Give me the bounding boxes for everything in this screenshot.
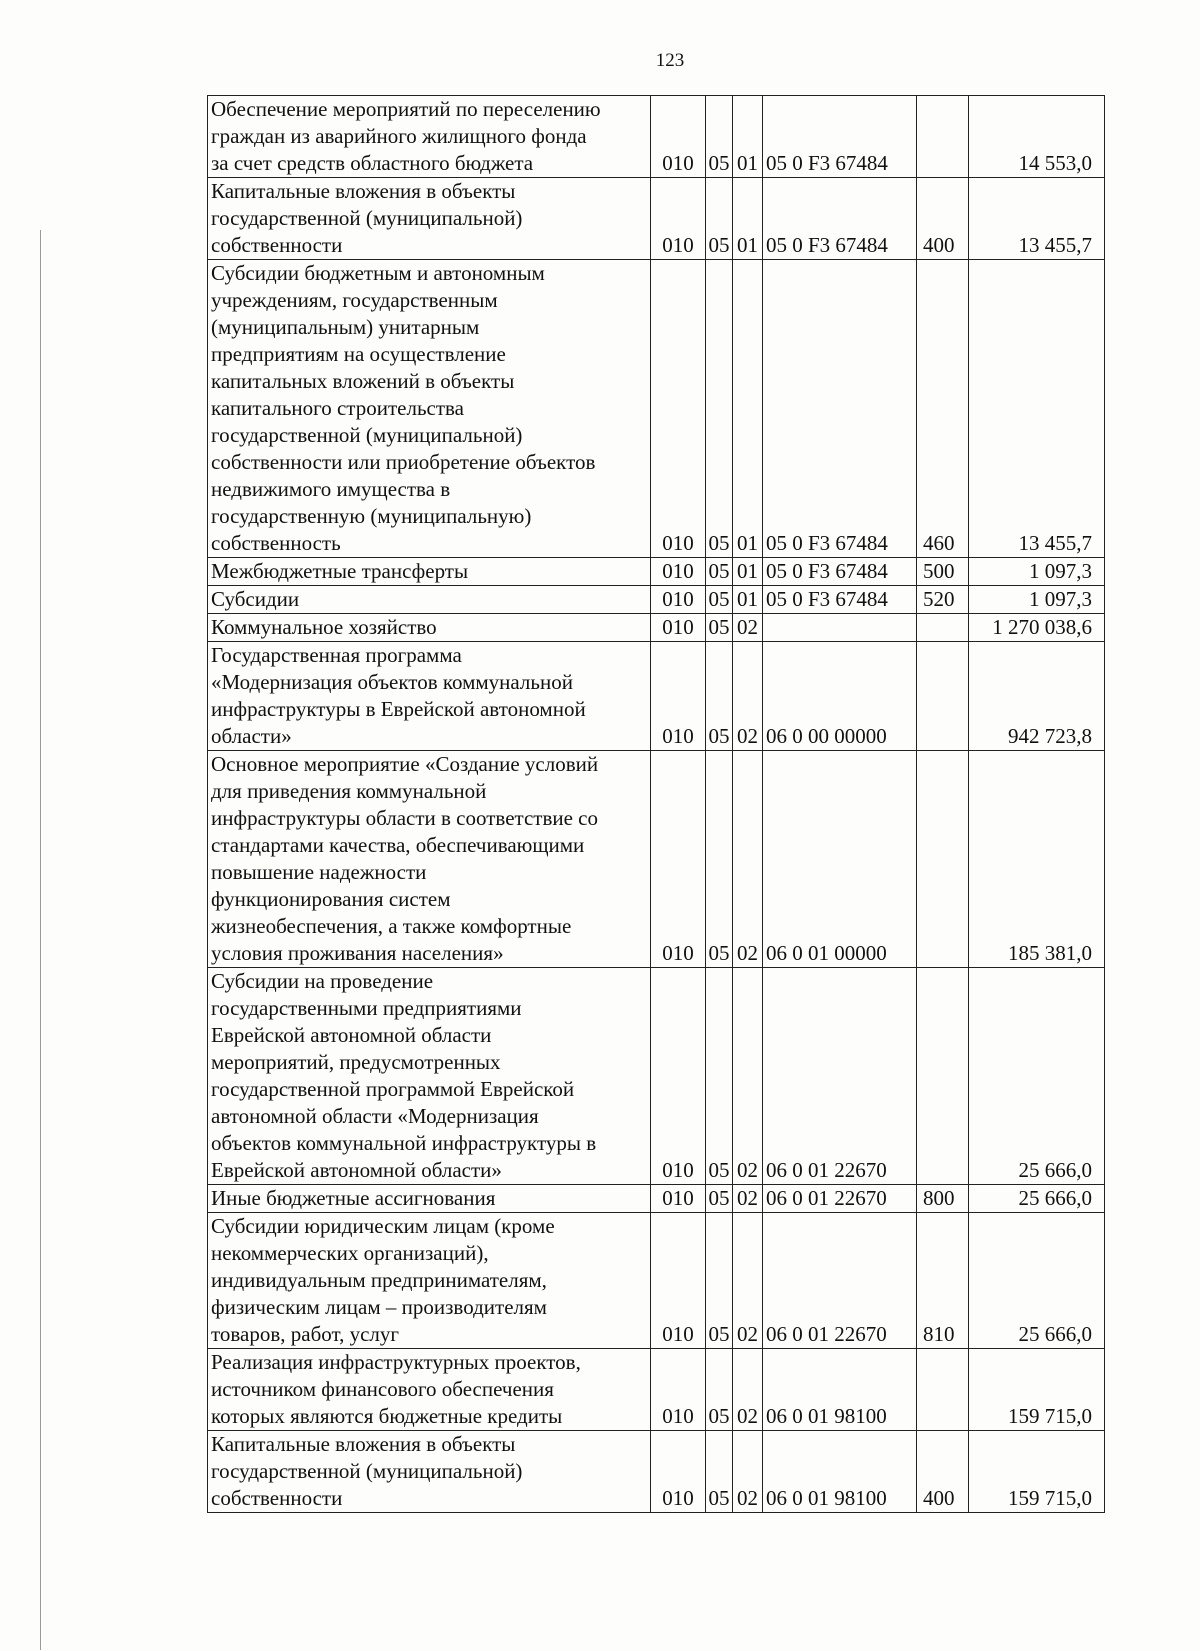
row-grbs-cell: 010 [651, 751, 706, 968]
row-section-cell: 05 [706, 1185, 733, 1213]
row-grbs-cell: 010 [651, 1185, 706, 1213]
row-amount-cell: 14 553,0 [969, 96, 1105, 178]
row-name-cell: Субсидии юридическим лицам (кроме некоммерческих организаций), индивидуальным предпринимателям, физическим лицам – производителям товаров, работ, услуг [208, 1213, 651, 1349]
row-subsection-cell: 02 [733, 1431, 763, 1513]
row-subsection-cell: 01 [733, 586, 763, 614]
budget-table [207, 95, 1105, 1513]
row-target-article-cell: 05 0 F3 67484 [763, 586, 917, 614]
row-subsection-cell: 02 [733, 1185, 763, 1213]
row-expense-type-cell: 520 [917, 586, 969, 614]
row-section-cell: 05 [706, 1431, 733, 1513]
row-expense-type-cell: 400 [917, 178, 969, 260]
row-expense-type-cell [917, 968, 969, 1185]
row-expense-type-cell: 500 [917, 558, 969, 586]
row-amount-cell: 159 715,0 [969, 1349, 1105, 1431]
table-row [208, 1349, 1105, 1431]
row-target-article-cell: 05 0 F3 67484 [763, 178, 917, 260]
row-amount-cell: 159 715,0 [969, 1431, 1105, 1513]
row-amount-cell: 185 381,0 [969, 751, 1105, 968]
row-grbs-cell: 010 [651, 968, 706, 1185]
row-expense-type-cell: 800 [917, 1185, 969, 1213]
page-number: 123 [655, 50, 685, 71]
row-name-cell: Субсидии [208, 586, 651, 614]
row-subsection-cell: 01 [733, 96, 763, 178]
row-grbs-cell: 010 [651, 642, 706, 751]
row-amount-cell: 1 097,3 [969, 586, 1105, 614]
row-section-cell: 05 [706, 1213, 733, 1349]
row-amount-cell: 1 097,3 [969, 558, 1105, 586]
row-name-cell: Межбюджетные трансферты [208, 558, 651, 586]
binding-edge-line [40, 230, 41, 1650]
row-target-article-cell: 06 0 01 22670 [763, 968, 917, 1185]
row-target-article-cell: 06 0 01 22670 [763, 1213, 917, 1349]
row-grbs-cell: 010 [651, 260, 706, 558]
row-target-article-cell: 06 0 01 98100 [763, 1349, 917, 1431]
row-subsection-cell: 02 [733, 968, 763, 1185]
row-section-cell: 05 [706, 614, 733, 642]
row-target-article-cell: 06 0 01 98100 [763, 1431, 917, 1513]
row-section-cell: 05 [706, 260, 733, 558]
row-subsection-cell: 02 [733, 642, 763, 751]
row-amount-cell: 13 455,7 [969, 178, 1105, 260]
row-name-cell: Капитальные вложения в объекты государственной (муниципальной) собственности [208, 1431, 651, 1513]
row-section-cell: 05 [706, 1349, 733, 1431]
row-name-cell: Коммунальное хозяйство [208, 614, 651, 642]
table-row [208, 1213, 1105, 1349]
row-target-article-cell: 06 0 00 00000 [763, 642, 917, 751]
row-expense-type-cell [917, 96, 969, 178]
row-name-cell: Основное мероприятие «Создание условий для приведения коммунальной инфраструктуры области в соответствие со стандартами качества, обеспечивающими повышение надежности функционирования систем жизнеобеспечения, а также комфортные условия проживания населения» [208, 751, 651, 968]
table-row [208, 1431, 1105, 1513]
row-expense-type-cell: 400 [917, 1431, 969, 1513]
row-name-cell: Реализация инфраструктурных проектов, источником финансового обеспечения которых являются бюджетные кредиты [208, 1349, 651, 1431]
row-expense-type-cell: 810 [917, 1213, 969, 1349]
table-row [208, 96, 1105, 178]
row-expense-type-cell [917, 751, 969, 968]
budget-table-body [208, 96, 1105, 1513]
row-grbs-cell: 010 [651, 1431, 706, 1513]
row-section-cell: 05 [706, 968, 733, 1185]
row-amount-cell: 25 666,0 [969, 1185, 1105, 1213]
row-section-cell: 05 [706, 558, 733, 586]
row-subsection-cell: 02 [733, 751, 763, 968]
table-row [208, 968, 1105, 1185]
row-expense-type-cell [917, 1349, 969, 1431]
row-name-cell: Иные бюджетные ассигнования [208, 1185, 651, 1213]
row-grbs-cell: 010 [651, 1349, 706, 1431]
row-grbs-cell: 010 [651, 614, 706, 642]
table-row [208, 642, 1105, 751]
row-subsection-cell: 02 [733, 614, 763, 642]
row-target-article-cell: 06 0 01 00000 [763, 751, 917, 968]
row-name-cell: Обеспечение мероприятий по переселению граждан из аварийного жилищного фонда за счет средств областного бюджета [208, 96, 651, 178]
row-amount-cell: 25 666,0 [969, 968, 1105, 1185]
row-grbs-cell: 010 [651, 178, 706, 260]
row-subsection-cell: 01 [733, 178, 763, 260]
table-row [208, 751, 1105, 968]
row-grbs-cell: 010 [651, 96, 706, 178]
row-expense-type-cell [917, 642, 969, 751]
row-section-cell: 05 [706, 586, 733, 614]
row-subsection-cell: 01 [733, 558, 763, 586]
table-row [208, 1185, 1105, 1213]
row-amount-cell: 1 270 038,6 [969, 614, 1105, 642]
row-section-cell: 05 [706, 751, 733, 968]
row-grbs-cell: 010 [651, 1213, 706, 1349]
row-subsection-cell: 01 [733, 260, 763, 558]
row-target-article-cell [763, 614, 917, 642]
row-grbs-cell: 010 [651, 558, 706, 586]
row-expense-type-cell [917, 614, 969, 642]
table-row [208, 586, 1105, 614]
table-row [208, 558, 1105, 586]
row-expense-type-cell: 460 [917, 260, 969, 558]
row-subsection-cell: 02 [733, 1213, 763, 1349]
row-name-cell: Государственная программа «Модернизация объектов коммунальной инфраструктуры в Еврейской автономной области» [208, 642, 651, 751]
row-amount-cell: 942 723,8 [969, 642, 1105, 751]
row-subsection-cell: 02 [733, 1349, 763, 1431]
table-row [208, 178, 1105, 260]
row-name-cell: Субсидии на проведение государственными предприятиями Еврейской автономной области мероприятий, предусмотренных государственной программой Еврейской автономной области «Модернизация объектов коммунальной инфраструктуры в Еврейской автономной области» [208, 968, 651, 1185]
row-amount-cell: 25 666,0 [969, 1213, 1105, 1349]
row-amount-cell: 13 455,7 [969, 260, 1105, 558]
row-section-cell: 05 [706, 96, 733, 178]
row-grbs-cell: 010 [651, 586, 706, 614]
row-section-cell: 05 [706, 178, 733, 260]
row-target-article-cell: 05 0 F3 67484 [763, 260, 917, 558]
row-name-cell: Субсидии бюджетным и автономным учреждениям, государственным (муниципальным) унитарным предприятиям на осуществление капитальных вложений в объекты капитального строительства государственной (муниципальной) собственности или приобретение объектов недвижимого имущества в государственную (муниципальную) собственность [208, 260, 651, 558]
row-target-article-cell: 05 0 F3 67484 [763, 96, 917, 178]
row-target-article-cell: 06 0 01 22670 [763, 1185, 917, 1213]
row-name-cell: Капитальные вложения в объекты государственной (муниципальной) собственности [208, 178, 651, 260]
row-section-cell: 05 [706, 642, 733, 751]
table-row [208, 260, 1105, 558]
row-target-article-cell: 05 0 F3 67484 [763, 558, 917, 586]
table-row [208, 614, 1105, 642]
